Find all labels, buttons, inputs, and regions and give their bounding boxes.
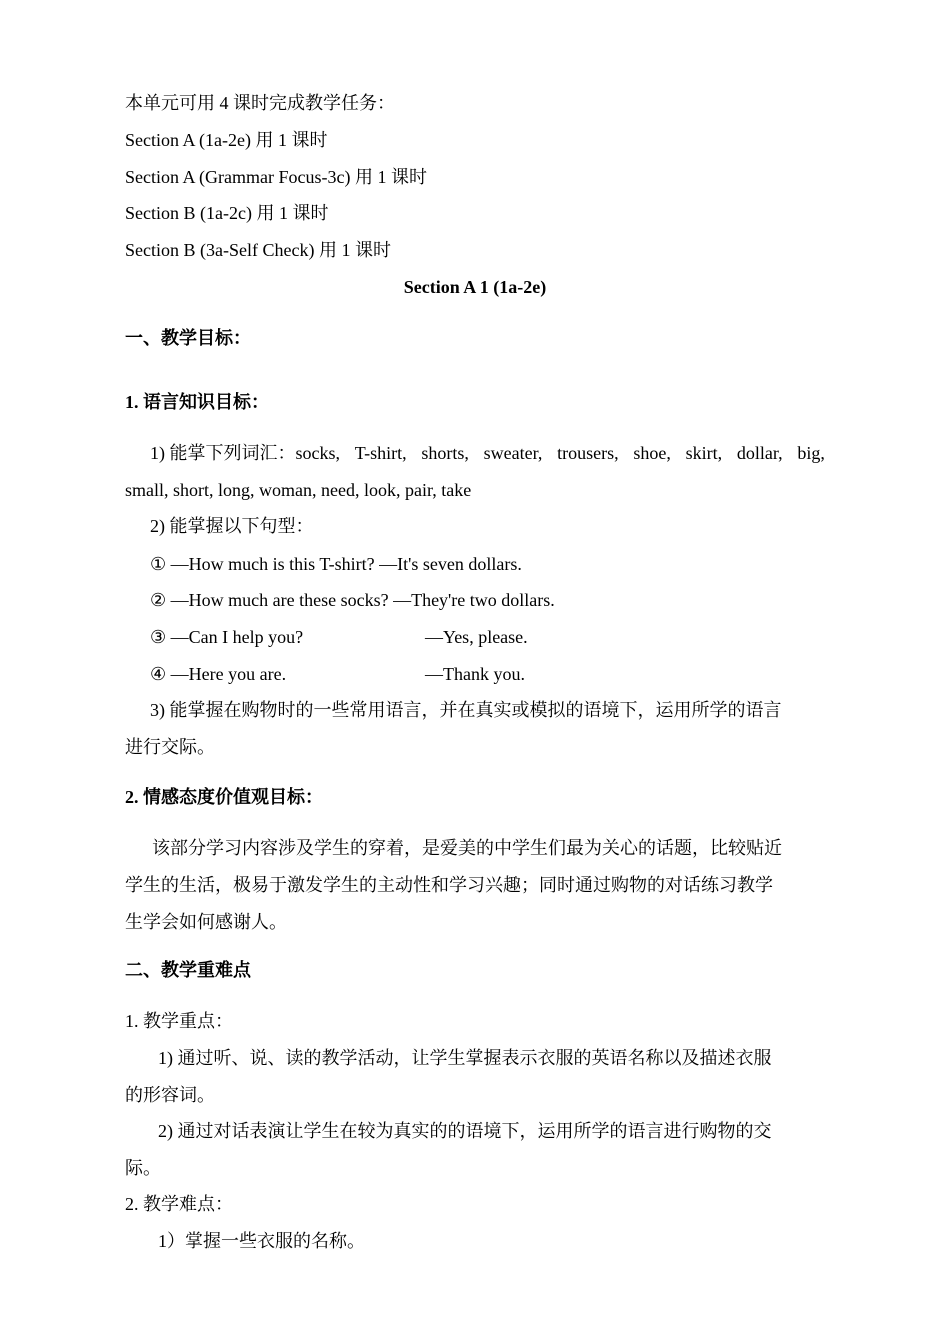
dialogue-reply: —Thank you. xyxy=(425,664,525,684)
section-title: Section A 1 (1a-2e) xyxy=(403,277,547,297)
focus-heading: 1. 教学重点： xyxy=(125,1011,233,1031)
dialogue-reply: —Yes, please. xyxy=(425,627,528,647)
intro-line: 本单元可用 4 课时完成教学任务： xyxy=(125,93,395,113)
vocabulary-line-2: small, short, long, woman, need, look, pair, take xyxy=(125,480,472,500)
lesson-plan-item: Section A (1a-2e) 用 1 课时 xyxy=(125,130,328,150)
vocab-word: big, xyxy=(797,443,825,463)
lesson-plan-item: Section B (1a-2c) 用 1 课时 xyxy=(125,203,329,223)
objectives-heading: 一、教学目标： xyxy=(125,328,251,348)
vocab-word: shorts, xyxy=(421,443,469,463)
vocab-word: dollar, xyxy=(736,443,783,463)
objective-item-3-cont: 进行交际。 xyxy=(125,737,215,757)
focus-item-2: 2) 通过对话表演让学生在较为真实的的语境下，运用所学的语言进行购物的交 xyxy=(158,1121,772,1141)
dialogue-line: ④ —Here you are. xyxy=(150,664,287,684)
vocab-word: trousers, xyxy=(557,443,619,463)
emotion-paragraph-line: 学生的生活，极易于激发学生的主动性和学习兴趣；同时通过购物的对话练习教学 xyxy=(125,875,773,895)
focus-item-2-cont: 际。 xyxy=(125,1158,161,1178)
focus-item-1-cont: 的形容词。 xyxy=(125,1085,215,1105)
focus-item-1: 1) 通过听、说、读的教学活动，让学生掌握表示衣服的英语名称以及描述衣服 xyxy=(158,1048,772,1068)
lesson-plan-item: Section A (Grammar Focus-3c) 用 1 课时 xyxy=(125,167,427,187)
difficult-item-1: 1）掌握一些衣服的名称。 xyxy=(158,1231,365,1251)
lesson-plan-item: Section B (3a-Self Check) 用 1 课时 xyxy=(125,240,391,260)
emotion-heading: 2. 情感态度价值观目标： xyxy=(125,787,323,807)
dialogue-line: ① —How much is this T-shirt? —It's seven dollars. xyxy=(150,554,522,574)
dialogue-line: ② —How much are these socks? —They're two dollars. xyxy=(150,590,555,610)
dialogue-line: ③ —Can I help you? xyxy=(150,627,304,647)
vocab-word: sweater, xyxy=(483,443,543,463)
knowledge-heading: 1. 语言知识目标： xyxy=(125,392,269,412)
sentence-pattern-intro: 2) 能掌握以下句型： xyxy=(150,516,314,536)
emotion-paragraph-line: 该部分学习内容涉及学生的穿着，是爱美的中学生们最为关心的话题，比较贴近 xyxy=(152,838,782,858)
objective-item-3: 3) 能掌握在购物时的一些常用语言，并在真实或模拟的语境下，运用所学的语言 xyxy=(150,700,782,720)
vocab-word: T-shirt, xyxy=(354,443,407,463)
vocab-word: skirt, xyxy=(685,443,723,463)
emotion-paragraph-line: 生学会如何感谢人。 xyxy=(125,912,287,932)
vocab-word: 1) 能掌下列词汇：socks, xyxy=(150,443,340,463)
vocab-word: shoe, xyxy=(633,443,671,463)
difficult-heading: 2. 教学难点： xyxy=(125,1194,233,1214)
key-points-heading: 二、教学重难点 xyxy=(125,960,251,980)
vocabulary-line xyxy=(150,441,825,465)
